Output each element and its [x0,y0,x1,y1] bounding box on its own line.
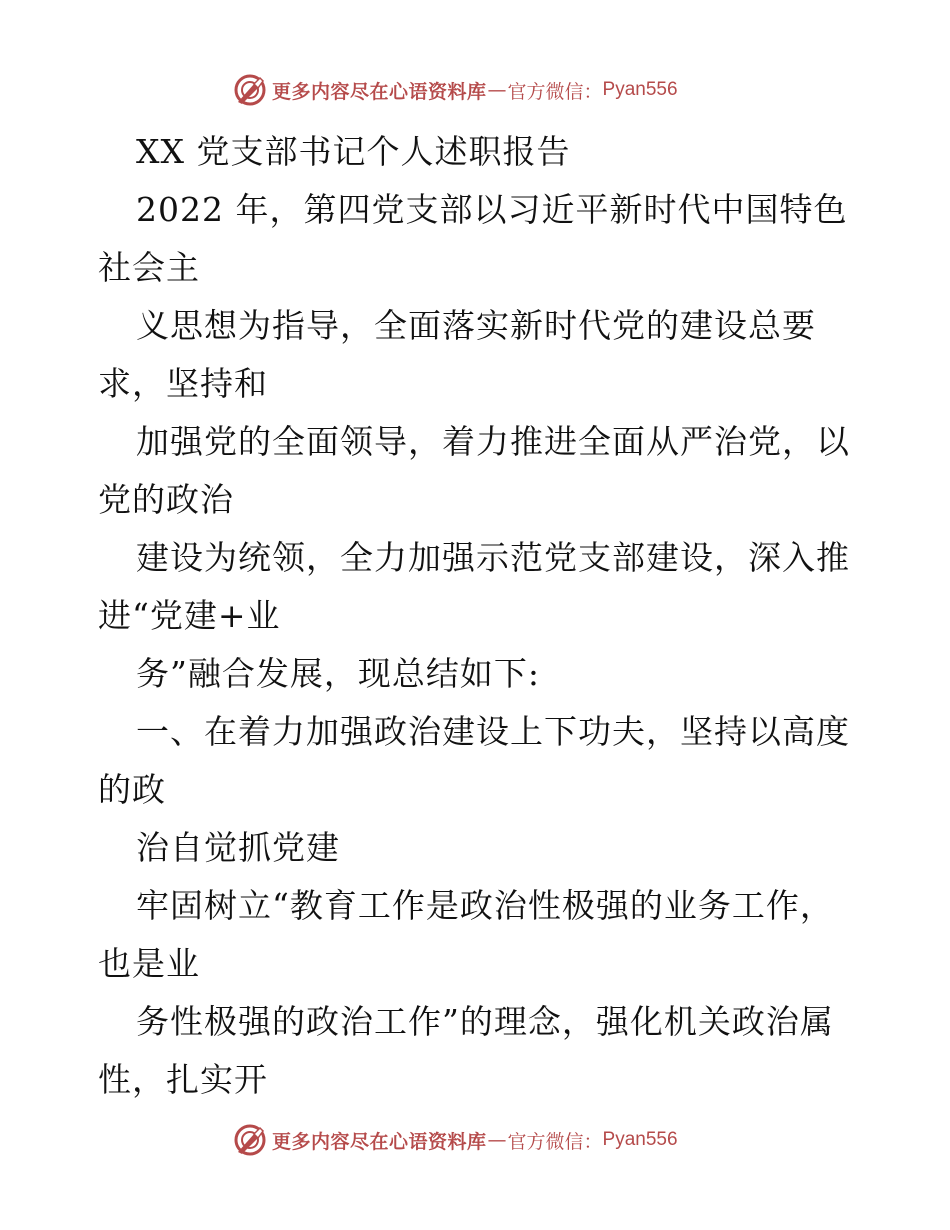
text-line: 治自觉抓党建 [136,828,340,867]
banner-wechat-label: 官方微信： [507,1130,603,1153]
text-line: 牢固树立“教育工作是政治性极强的业务工作， [136,886,834,925]
footer-watermark-banner [232,1122,678,1158]
text-line: XX 党支部书记个人述职报告 [136,132,571,171]
text-line: 求，坚持和 [98,364,268,403]
text-line: 2022 年，第四党支部以习近平新时代中国特色 [136,190,848,229]
text-line: 务性极强的政治工作”的理念，强化机关政治属 [136,1002,834,1041]
text-line: 社会主 [98,248,200,287]
banner-wechat-id: Pyan556 [602,79,678,100]
banner-wechat-id: Pyan556 [602,1129,678,1150]
banner-main-text: 更多内容尽在心语资料库 [272,80,487,103]
header-watermark-banner [232,72,678,108]
text-line: 义思想为指导，全面落实新时代党的建设总要 [136,306,816,345]
text-line: 进“党建+业 [98,596,281,635]
text-line: 的政 [98,770,166,809]
banner-wechat-label: 官方微信： [507,80,603,103]
banner-dash: — [487,79,507,101]
text-line: 也是业 [98,944,200,983]
text-line: 性，扎实开 [98,1060,268,1099]
document-body [98,123,878,1109]
text-line: 务”融合发展，现总结如下: [136,654,540,693]
text-line: 加强党的全面领导，着力推进全面从严治党，以 [136,422,850,461]
text-line: 一、在着力加强政治建设上下功夫，坚持以高度 [136,712,850,751]
text-line: 党的政治 [98,480,234,519]
text-line: 建设为统领，全力加强示范党支部建设，深入推 [136,538,850,577]
banner-main-text: 更多内容尽在心语资料库 [272,1130,487,1153]
pen-logo-icon [232,1122,268,1158]
pen-logo-icon [232,72,268,108]
banner-dash: — [487,1129,507,1151]
